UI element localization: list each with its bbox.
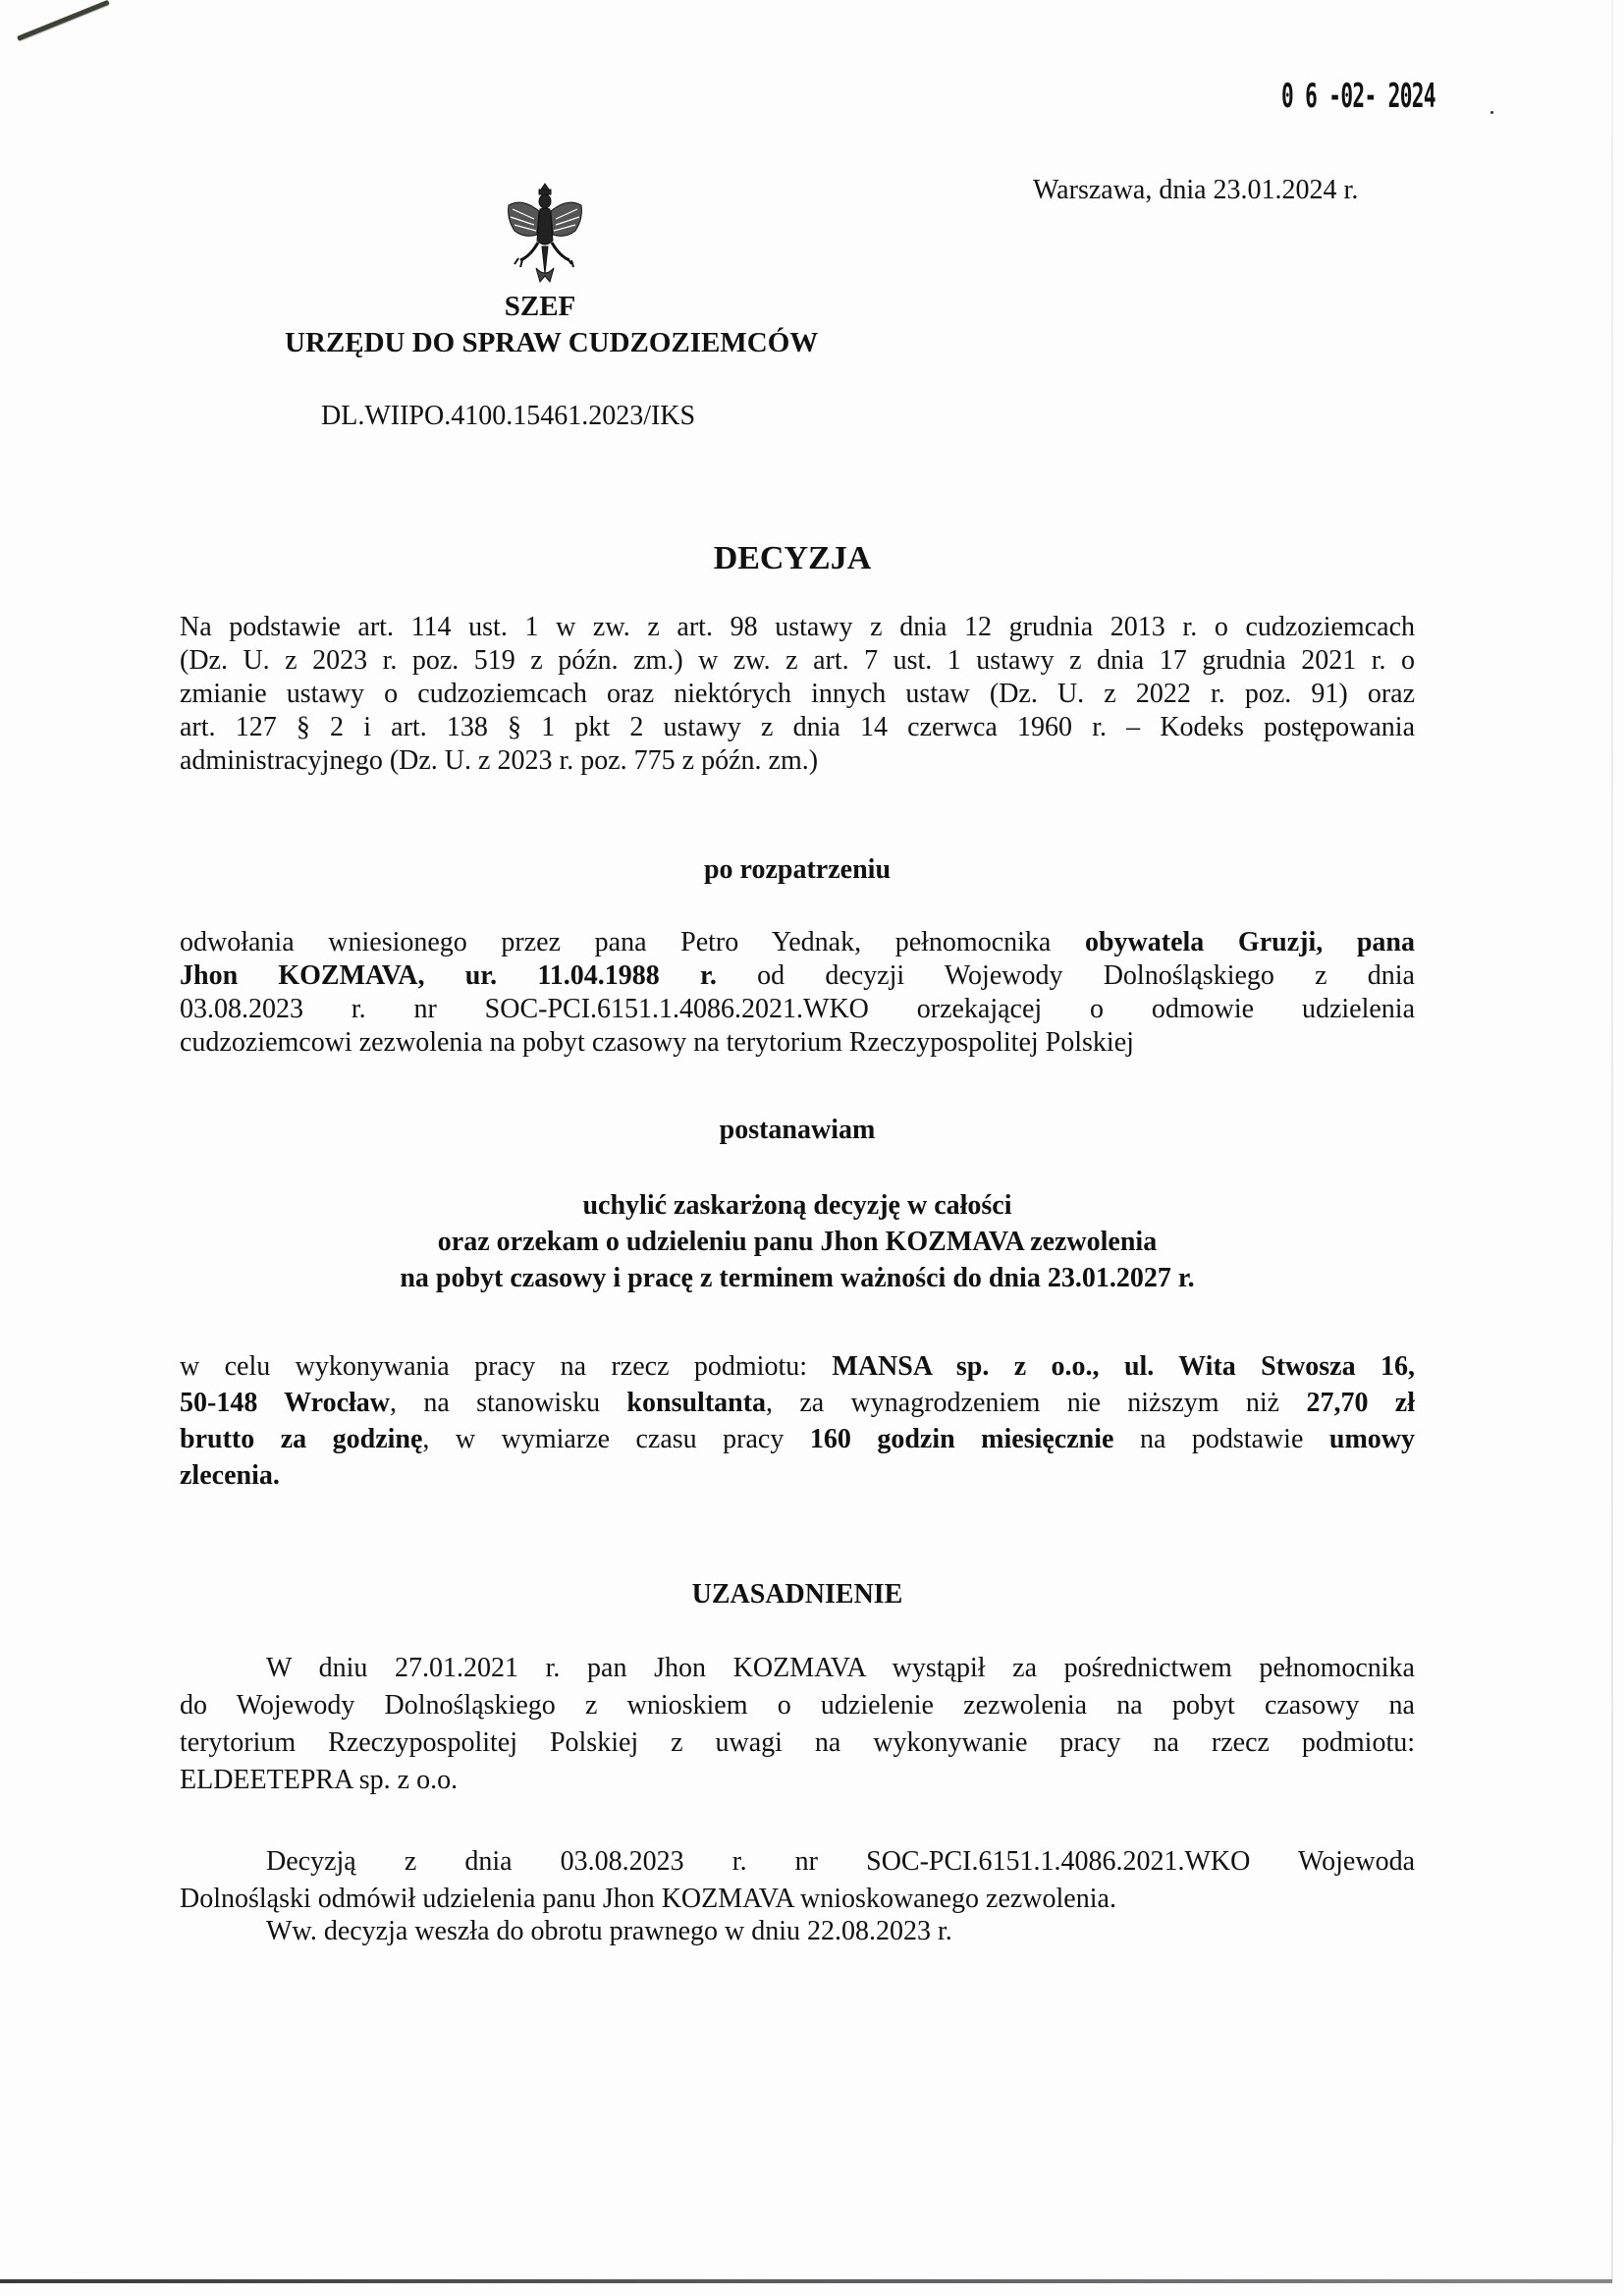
justification-line: terytorium Rzeczypospolitej Polskiej z uwagi na wykonywanie pracy na rzecz podmiotu: <box>180 1727 1415 1758</box>
legal-basis-line: Na podstawie art. 114 ust. 1 w zw. z art. 98 ustawy z dnia 12 grudnia 2013 r. o cudzoziemcach <box>180 612 1415 642</box>
appeal-text: odwołania wniesionego przez pana Petro Yednak, pełnomocnika <box>180 927 1085 957</box>
contract-type: umowy <box>1328 1424 1416 1454</box>
employment-text: na podstawie <box>1113 1424 1329 1454</box>
receipt-date-stamp: 0 6 -02- 2024 <box>1281 77 1435 116</box>
ink-dot <box>1490 111 1493 114</box>
legal-basis-line: administracyjnego (Dz. U. z 2023 r. poz. 775 z późn. zm.) <box>180 745 819 776</box>
appeal-line: 03.08.2023 r. nr SOC-PCI.6151.1.4086.2021.WKO orzekającej o odmowie udzielenia <box>180 994 1415 1024</box>
employer-name-address: MANSA sp. z o.o., ul. Wita Stwosza 16, <box>832 1351 1415 1382</box>
eagle-emblem-icon <box>501 180 589 288</box>
wage-basis: brutto za godzinę <box>180 1424 423 1454</box>
authority-title-line1: SZEF <box>504 291 576 322</box>
hourly-wage: 27,70 zł <box>1306 1388 1415 1418</box>
appeal-paragraph <box>180 926 1415 1060</box>
appeal-text: od decyzji Wojewody Dolnośląskiego z dnia <box>716 960 1415 991</box>
staple-mark <box>17 0 110 41</box>
citizenship-text: obywatela Gruzji, pana <box>1084 927 1415 957</box>
legal-basis-line: (Dz. U. z 2023 r. poz. 519 z późn. zm.) w zw. z art. 7 ust. 1 ustawy z dnia 17 grudnia 2021 r. o <box>180 645 1415 676</box>
employment-line <box>180 1348 1415 1385</box>
justification-line: ELDEETEPRA sp. z o.o. <box>180 1765 459 1795</box>
page-bottom-edge <box>0 2279 1612 2283</box>
place-and-date: Warszawa, dnia 23.01.2024 r. <box>1033 175 1359 205</box>
justification-line: Decyzją z dnia 03.08.2023 r. nr SOC-PCI.6151.1.4086.2021.WKO Wojewoda <box>266 1846 1415 1877</box>
employment-text: , na stanowisku <box>390 1388 627 1418</box>
page-edge <box>1611 0 1613 2283</box>
working-hours: 160 godzin miesięcznie <box>809 1424 1114 1454</box>
justification-line: Dolnośląski odmówił udzielenia panu Jhon KOZMAVA wnioskowanego zezwolenia. <box>180 1884 1116 1914</box>
appeal-line <box>180 926 1415 959</box>
justification-line: W dniu 27.01.2021 r. pan Jhon KOZMAVA wystąpił za pośrednictwem pełnomocnika <box>266 1653 1415 1683</box>
applicant-name-dob: Jhon KOZMAVA, ur. 11.04.1988 r. <box>180 960 717 991</box>
employer-city: 50-148 Wrocław <box>180 1388 390 1418</box>
contract-type-end: zlecenia. <box>180 1460 280 1491</box>
justification-line: do Wojewody Dolnośląskiego z wnioskiem o udzielenie zezwolenia na pobyt czasowy na <box>180 1690 1415 1721</box>
justification-line: Ww. decyzja weszła do obrotu prawnego w dniu 22.08.2023 r. <box>266 1916 952 1946</box>
legal-basis-paragraph <box>180 611 1415 778</box>
after-review-heading: po rozpatrzeniu <box>703 854 892 885</box>
decision-title: DECYZJA <box>713 540 872 576</box>
appeal-line <box>180 959 1415 993</box>
legal-basis-line: zmianie ustawy o cudzoziemcach oraz niektórych innych ustaw (Dz. U. z 2022 r. poz. 91) oraz <box>180 679 1415 709</box>
employment-text: , za wynagrodzeniem nie niższym niż <box>766 1388 1307 1418</box>
appeal-line: cudzoziemcowi zezwolenia na pobyt czasowy na terytorium Rzeczypospolitej Polskiej <box>180 1027 1134 1058</box>
employment-line <box>180 1421 1415 1457</box>
decide-heading: postanawiam <box>719 1115 876 1145</box>
justification-paragraph-1 <box>180 1650 1415 1799</box>
employment-paragraph <box>180 1348 1415 1494</box>
justification-paragraph-3 <box>180 1915 1415 1948</box>
case-reference-number: DL.WIIPO.4100.15461.2023/IKS <box>321 401 696 431</box>
legal-basis-line: art. 127 § 2 i art. 138 § 1 pkt 2 ustawy z dnia 14 czerwca 1960 r. – Kodeks postępowania <box>180 712 1415 742</box>
authority-title-line2: URZĘDU DO SPRAW CUDZOZIEMCÓW <box>285 327 819 358</box>
position-title: konsultanta <box>626 1388 767 1418</box>
justification-paragraph-2 <box>180 1843 1415 1918</box>
ruling-line-2: oraz orzekam o udzieleniu panu Jhon KOZMAVA zezwolenia <box>437 1227 1158 1257</box>
justification-heading: UZASADNIENIE <box>691 1579 903 1610</box>
ruling-line-1: uchylić zaskarżoną decyzję w całości <box>582 1190 1012 1221</box>
employment-text: w celu wykonywania pracy na rzecz podmiotu: <box>180 1351 833 1382</box>
employment-text: , w wymiarze czasu pracy <box>422 1424 810 1454</box>
ruling-line-3: na pobyt czasowy i pracę z terminem ważności do dnia 23.01.2027 r. <box>400 1263 1195 1293</box>
employment-line <box>180 1385 1415 1421</box>
